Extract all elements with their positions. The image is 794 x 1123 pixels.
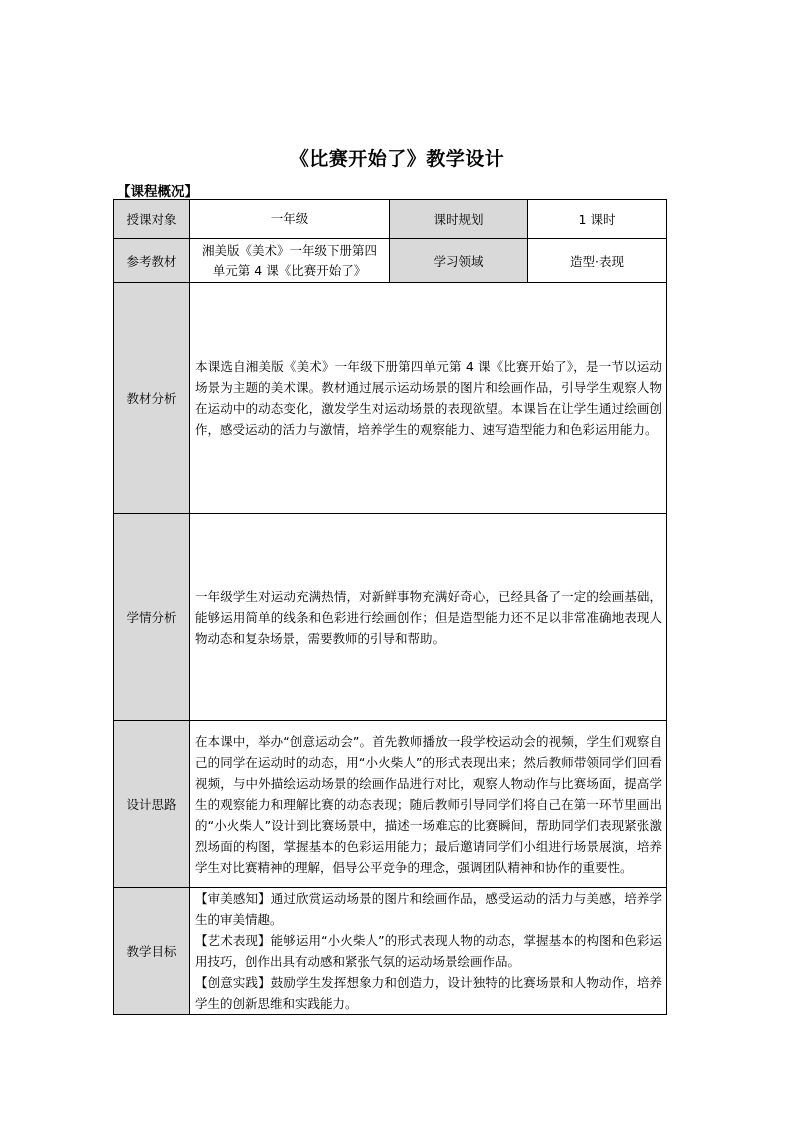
material-analysis-text: 本课选自湘美版《美术》一年级下册第四单元第 4 课《比赛开始了》，是一节以运动场景为主题的美术课。教材通过展示运动场景的图片和绘画作品，引导学生观察人物在运动中的动态变化，激发学生对运动场景的表现欲望。本课旨在让学生通过绘画创作，感受运动的活力与激情，培养学生的观察能力、速写造型能力和色彩运用能力。 (190, 283, 667, 514)
goal-aesthetic: 【审美感知】通过欣赏运动场景的图片和绘画作品，感受运动的活力与美感，培养学生的审美情趣。 (195, 891, 662, 927)
label-material-analysis: 教材分析 (114, 283, 190, 514)
table-row (114, 721, 667, 888)
design-idea-text: 在本课中，举办“创意运动会”。首先教师播放一段学校运动会的视频，学生们观察自己的同学在运动时的动态，用“小火柴人”的形式表现出来；然后教师带领同学们回看视频，与中外描绘运动场景的绘画作品进行对比，观察人物动作与比赛场面，提高学生的观察能力和理解比赛的动态表现；随后教师引导同学们将自己在第一环节里画出的“小火柴人”设计到比赛场景中，描述一场难忘的比赛瞬间，帮助同学们表现紧张激烈场面的构图，掌握基本的色彩运用能力；最后邀请同学们小组进行场景展演，培养学生对比赛精神的理解，倡导公平竞争的理念，强调团队精神和协作的重要性。 (190, 721, 667, 888)
label-period: 课时规划 (390, 200, 528, 239)
goal-artistic: 【艺术表现】能够运用“小火柴人”的形式表现人物的动态，掌握基本的构图和色彩运用技巧，创作出具有动感和紧张气氛的运动场景绘画作品。 (195, 933, 662, 969)
value-domain: 造型·表现 (528, 239, 667, 283)
label-design-idea: 设计思路 (114, 721, 190, 888)
table-row (114, 239, 667, 283)
label-audience: 授课对象 (114, 200, 190, 239)
teaching-goals-cell (190, 888, 667, 1015)
student-analysis-text: 一年级学生对运动充满热情，对新鲜事物充满好奇心，已经具备了一定的绘画基础，能够运用简单的线条和色彩进行绘画创作；但是造型能力还不足以非常准确地表现人物动态和复杂场景，需要教师的引导和帮助。 (190, 514, 667, 721)
table-row (114, 200, 667, 239)
table-row (114, 514, 667, 721)
label-textbook: 参考教材 (114, 239, 190, 283)
label-student-analysis: 学情分析 (114, 514, 190, 721)
label-domain: 学习领域 (390, 239, 528, 283)
goal-creative: 【创意实践】鼓励学生发挥想象力和创造力，设计独特的比赛场景和人物动作，培养学生的创新思维和实践能力。 (195, 975, 662, 1011)
table-row (114, 283, 667, 514)
value-audience: 一年级 (190, 200, 390, 239)
value-textbook: 湘美版《美术》一年级下册第四单元第 4 课《比赛开始了》 (190, 239, 390, 283)
document-title: 《比赛开始了》教学设计 (289, 148, 505, 170)
section-heading: 【课程概况】 (117, 184, 198, 200)
table-row (114, 888, 667, 1015)
lesson-plan-table (113, 199, 667, 1015)
label-teaching-goals: 教学目标 (114, 888, 190, 1015)
value-period: 1 课时 (528, 200, 667, 239)
